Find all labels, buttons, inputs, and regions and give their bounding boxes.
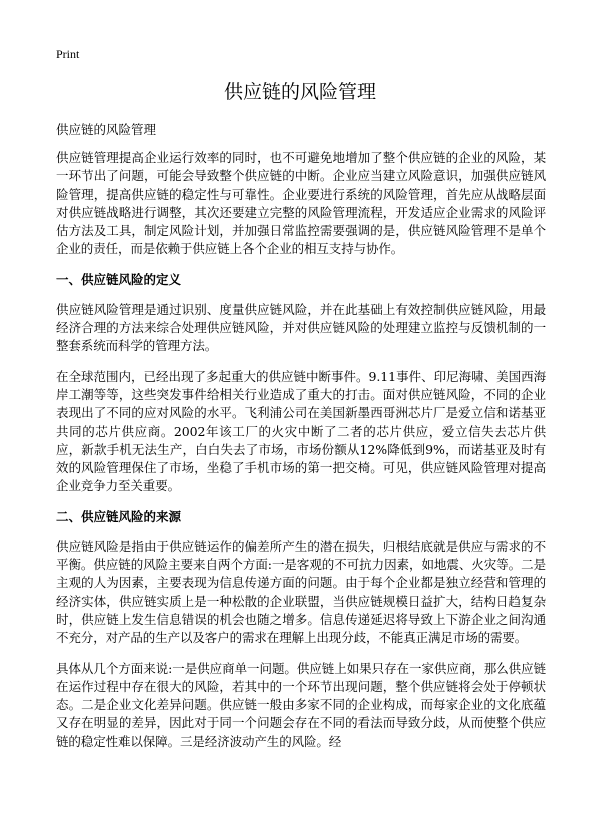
definition-paragraph-2: 在全球范围内，已经出现了多起重大的供应链中断事件。9.11事件、印尼海啸、美国西海岸工潮等等，这些突发事件给相关行业造成了重大的打击。面对供应链风险，不同的企业表现出了不同的应对风险的水平。飞利浦公司在美国新墨西哥洲芯片厂是爱立信和诺基亚共同的芯片供应商。2002年该工厂的火灾中断了二者的芯片供应，爱立信失去芯片供应，新款手机无法生产，白白失去了市场，市场份额从12%降低到9%，而诺基亚及时有效的风险管理保住了市场，坐稳了手机市场的第一把交椅。可见，供应链风险管理对提高企业竞争力至关重要。: [56, 368, 546, 494]
intro-paragraph: 供应链管理提高企业运行效率的同时，也不可避免地增加了整个供应链的企业的风险，某一环节出了问题，可能会导致整个供应链的中断。企业应当建立风险意识，加强供应链风险管理，提高供应链的稳定性与可靠性。企业要进行系统的风险管理，首先应从战略层面对供应链战略进行调整，其次还要建立完整的风险管理流程，开发适应企业需求的风险评估方法及工具，制定风险计划，并加强日常监控需要强调的是，供应链风险管理不是单个企业的责任，而是依赖于供应链上各个企业的相互支持与协作。: [56, 150, 546, 257]
document-body: [56, 121, 546, 763]
definition-paragraph-1: 供应链风险管理是通过识别、度量供应链风险，并在此基础上有效控制供应链风险，用最经济合理的方法来综合处理供应链风险，并对供应链风险的处理建立监控与反馈机制的一整套系统而科学的管理方法。: [56, 301, 546, 354]
document-subtitle: 供应链的风险管理: [56, 122, 157, 137]
print-link[interactable]: Print: [56, 47, 80, 61]
sources-paragraph-2: 具体从几个方面来说:一是供应商单一问题。供应链上如果只存在一家供应商，那么供应链在运作过程中存在很大的风险，若其中的一个环节出现问题，整个供应链将会处于停顿状态。二是企业文化差异问题。供应链一般由多家不同的企业构成，而每家企业的文化底蕴又存在明显的差异，因此对于同一个问题会存在不同的看法而导致分歧，从而使整个供应链的稳定性难以保障。三是经济波动产生的风险。经: [56, 660, 546, 749]
document-title: 供应链的风险管理: [223, 81, 376, 103]
section-heading-sources: 二、供应链风险的来源: [56, 508, 182, 524]
sources-paragraph-1: 供应链风险是指由于供应链运作的偏差所产生的潜在损失，归根结底就是供应与需求的不平衡。供应链的风险主要来自两个方面:一是客观的不可抗力因素，如地震、火灾等。二是主观的人为因素，主要表现为信息传递方面的问题。由于每个企业都是独立经营和管理的经济实体，供应链实质上是一种松散的企业联盟，当供应链规模日益扩大，结构日趋复杂时，供应链上发生信息错误的机会也随之增多。信息传递延迟将导致上下游企业之间沟通不充分，对产品的生产以及客户的需求在理解上出现分歧，不能真正满足市场的需要。: [56, 538, 546, 646]
section-heading-definition: 一、供应链风险的定义: [56, 271, 182, 287]
